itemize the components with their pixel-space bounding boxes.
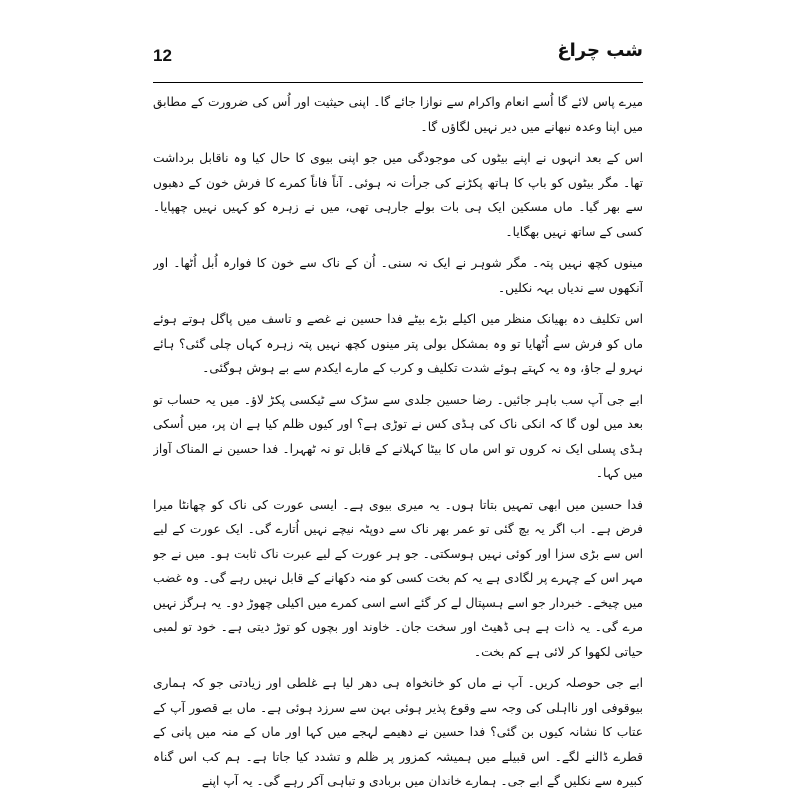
paragraph: ابے جی آپ سب باہر جائیں۔ رضا حسین جلدی سے سڑک سے ٹیکسی پکڑ لاؤ۔ میں یہ حساب تو بعد میں لوں گا کہ انکی ناک کی ہڈی کس نے توڑی ہے؟ اور کیوں ظلم کیا ہے ان پر، میں اُسکی ہڈی پسلی ایک نہ کروں تو اس ماں کا بیٹا کہلانے کے قابل تو نہ ٹھہرا۔ فدا حسین نے المناک آواز میں کہا۔ — [153, 392, 643, 480]
paragraph: ابے جی حوصلہ کریں۔ آپ نے ماں کو خانخواہ ہی دھر لیا ہے غلطی اور زیادتی جو کہ ہماری بیوقوفی اور نااہلی کی وجہ سے وقوع پذیر ہوئی بہن سے سرزد ہوئی ہے۔ ماں بے قصور آپ کے عتاب کا نشانہ کیوں بن گئی؟ فدا حسین نے دھیمے لہجے میں کہا اور ماں کے منہ میں پانی کے قطرے ڈالنے لگے۔ اس قبیلے میں ہمیشہ کمزور پر ظلم و تشدد کیا جاتا ہے۔ ہم کب اس گناہ کبیرہ سے نکلیں گے ابے جی۔ ہمارے خاندان میں بربادی و تباہی آکر رہے گی۔ یہ آپ اپنے — [153, 676, 643, 788]
paragraph: اس کے بعد انہوں نے اپنے بیٹوں کی موجودگی میں جو اپنی بیوی کا حال کیا وہ ناقابل برداشت تھا۔ مگر بیٹوں کو باپ کا ہاتھ پکڑنے کی جرأت نہ ہوئی۔ آناً فاناً کمرے کا فرش خون کے دھبوں سے بھر گیا۔ ماں مسکین ایک ہی بات بولے جارہی تھی، میں نے زہرہ کو کہیں نہیں چھپایا۔ کسی کے ساتھ نہیں بھگایا۔ — [153, 151, 643, 239]
paragraph: میرے پاس لائے گا اُسے انعام واکرام سے نوازا جائے گا۔ اپنی حیثیت اور اُس کی ضرورت کے مطابق میں اپنا وعدہ نبھانے میں دیر نہیں لگاؤں گا۔ — [153, 95, 643, 134]
paragraph: مینوں کچھ نہیں پتہ۔ مگر شوہر نے ایک نہ سنی۔ اُن کے ناک سے خون کا فوارہ اُبل اُٹھا۔ اور آنکھوں سے ندیاں بہہ نکلیں۔ — [153, 256, 643, 295]
header-divider — [153, 82, 643, 83]
page-header — [153, 40, 643, 80]
body-text — [153, 90, 643, 790]
paragraph: اس تکلیف دہ بھیانک منظر میں اکیلے بڑے بیٹے فدا حسین نے غصے و تاسف میں پاگل ہوتے ہوئے ماں کو فرش سے اُٹھایا تو وہ بمشکل بولی پتر مینوں کچھ نہیں پتہ زہرہ کہاں چلی گئی؟ ہائے نہرو لے جاؤ، وہ یہ کہتے ہوئے شدت تکلیف و کرب کے مارے ایکدم سے بے ہوش ہوگئی۔ — [153, 312, 643, 375]
page-number: 12 — [153, 46, 172, 65]
paragraph: فدا حسین میں ابھی تمہیں بتاتا ہوں۔ یہ میری بیوی ہے۔ ایسی عورت کی ناک کو چھانٹا میرا فرض ہے۔ اب اگر یہ بچ گئی تو عمر بھر ناک سے دوپٹہ نیچے نہیں اُتارے گی۔ ایک عورت کے لیے اس سے بڑی سزا اور کوئی نہیں ہوسکتی۔ جو ہر عورت کے لیے عبرت ناک ثابت ہو۔ میں نے جو مہر اس کے چہرے پر لگادی ہے یہ کم بخت کسی کو منہ دکھانے کے قابل نہیں رہے گی۔ وہ غضب میں چیخے۔ خبردار جو اسے ہسپتال لے کر گئے اسے اسی کمرے میں اکیلی چھوڑ دو۔ یہ ہرگز نہیں مرے گی۔ یہ ذات ہے ہی ڈھیٹ اور سخت جان۔ خاوند اور بچوں کو توڑ دیتی ہے۔ خود تو لمبی حیاتی لکھوا کر لائی ہے کم بخت۔ — [153, 497, 643, 659]
book-title: شب چراغ — [557, 40, 643, 61]
